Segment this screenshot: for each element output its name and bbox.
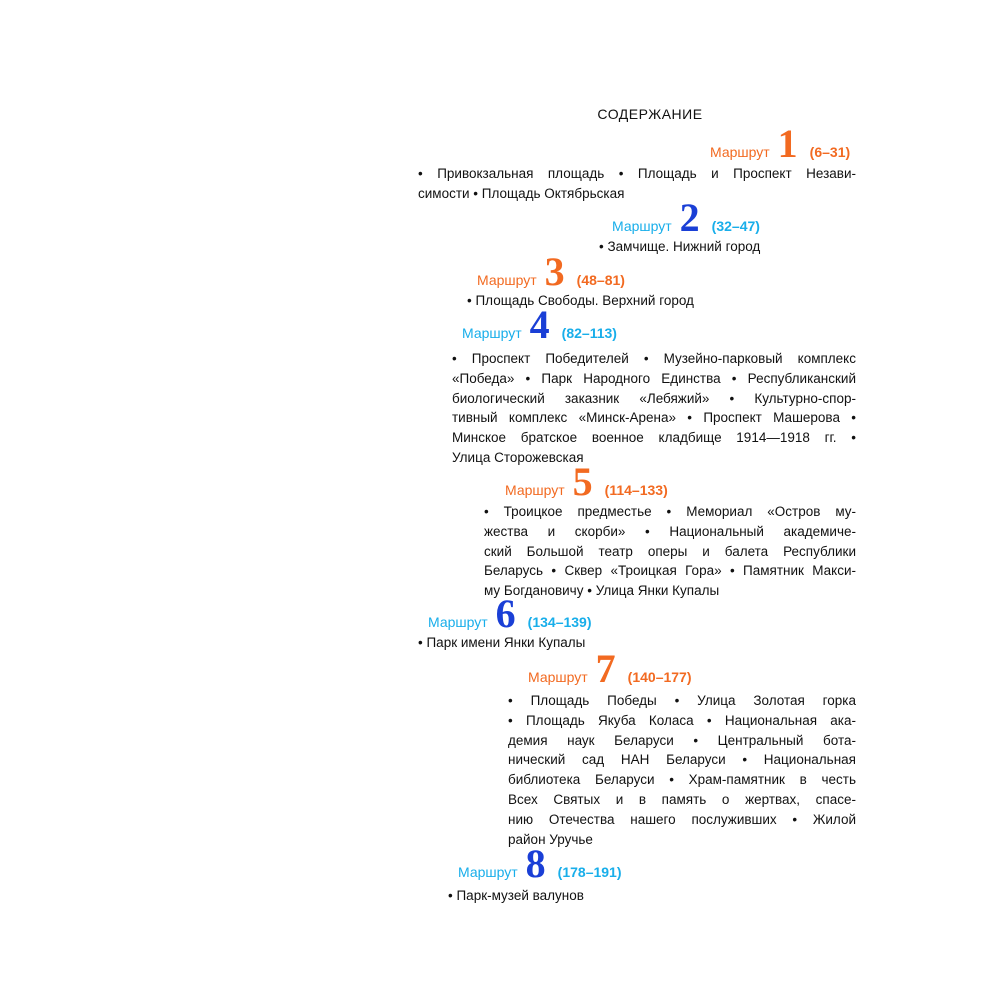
- route-1-heading[interactable]: [710, 121, 851, 168]
- sights-line: му Богдановичу • Улица Янки Купалы: [484, 583, 720, 599]
- sights-line: «Победа» • Парк Народного Единства • Республиканский: [452, 370, 856, 386]
- sights-line: • Парк-музей валунов: [448, 888, 584, 903]
- route-pages: (114–133): [604, 482, 668, 498]
- route-pages: (48–81): [576, 272, 625, 288]
- sights-line: нический сад НАН Беларуси • Национальная: [508, 752, 856, 768]
- route-number: 1: [777, 121, 798, 166]
- route-number: 2: [679, 195, 700, 240]
- route-pages: (134–139): [527, 614, 592, 630]
- route-pages: (32–47): [711, 218, 760, 234]
- route-number: 7: [595, 646, 616, 691]
- route-pages: (140–177): [627, 669, 692, 685]
- route-5-heading[interactable]: [505, 459, 668, 506]
- route-3-heading[interactable]: [477, 249, 625, 296]
- sights-line: • Площадь Победы • Улица Золотая горка: [508, 693, 856, 708]
- route-7-sights: [508, 691, 856, 849]
- route-2-heading[interactable]: [612, 195, 760, 242]
- route-pages: (178–191): [557, 864, 622, 880]
- route-6-heading[interactable]: [428, 591, 592, 638]
- route-5-sights: [484, 502, 856, 601]
- route-label: Маршрут: [458, 864, 518, 880]
- page-title: СОДЕРЖАНИЕ: [597, 106, 703, 122]
- route-number: 8: [525, 841, 546, 886]
- sights-line: демия наук Беларуси • Центральный бота-: [508, 732, 856, 748]
- sights-line: ский Большой театр оперы и балета Республики: [484, 543, 856, 559]
- route-2-sights: [599, 237, 849, 257]
- route-4-heading[interactable]: [462, 302, 617, 349]
- sights-line: • Замчище. Нижний город: [599, 239, 761, 254]
- route-label: Маршрут: [710, 144, 770, 160]
- sights-line: библиотека Беларуси • Храм-памятник в честь: [508, 772, 856, 788]
- route-8-heading[interactable]: [458, 841, 622, 888]
- route-label: Маршрут: [528, 669, 588, 685]
- route-label: Маршрут: [505, 482, 565, 498]
- route-number: 4: [529, 302, 550, 347]
- sights-line: нию Отечества нашего послуживших • Жилой: [508, 811, 856, 827]
- route-label: Маршрут: [462, 325, 522, 341]
- sights-line: • Парк имени Янки Купалы: [418, 635, 586, 650]
- route-7-heading[interactable]: [528, 646, 692, 693]
- route-4-sights: [452, 349, 856, 468]
- sights-line: Всех Святых и в память о жертвах, спасе-: [508, 791, 856, 807]
- sights-line: симости • Площадь Октябрьская: [418, 185, 625, 201]
- sights-line: Минское братское военное кладбище 1914—1918 гг. •: [452, 430, 856, 446]
- route-label: Маршрут: [477, 272, 537, 288]
- route-8-sights: [448, 886, 698, 906]
- sights-line: • Площадь Якуба Коласа • Национальная ака-: [508, 712, 856, 728]
- sights-line: Беларусь • Сквер «Троицкая Гора» • Памятник Макси-: [484, 563, 856, 579]
- sights-line: жества и скорби» • Национальный академиче-: [484, 523, 856, 539]
- sights-line: • Троицкое предместье • Мемориал «Остров му-: [484, 504, 856, 519]
- route-label: Маршрут: [428, 614, 488, 630]
- route-number: 3: [544, 249, 565, 294]
- sights-line: биологический заказник «Лебяжий» • Культурно-спор-: [452, 390, 856, 406]
- route-label: Маршрут: [612, 218, 672, 234]
- route-number: 6: [495, 591, 516, 636]
- sights-line: • Площадь Свободы. Верхний город: [467, 293, 694, 308]
- sights-line: тивный комплекс «Минск-Арена» • Проспект Машерова •: [452, 410, 856, 426]
- sights-line: район Уручье: [508, 831, 593, 847]
- route-pages: (6–31): [809, 144, 851, 160]
- sights-line: • Проспект Победителей • Музейно-парковый комплекс: [452, 351, 856, 366]
- sights-line: Улица Сторожевская: [452, 449, 584, 465]
- route-pages: (82–113): [561, 325, 617, 341]
- route-number: 5: [572, 459, 593, 504]
- sights-line: • Привокзальная площадь • Площадь и Проспект Незави-: [418, 166, 856, 181]
